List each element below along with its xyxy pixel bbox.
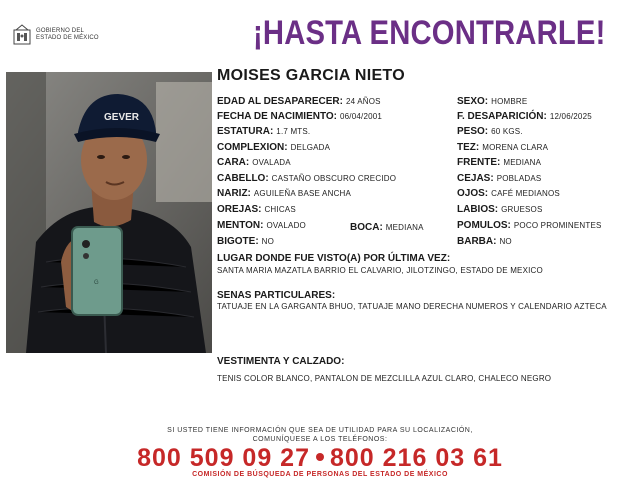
field-complexion-label: COMPLEXION:: [217, 142, 288, 153]
field-ojos: [457, 188, 560, 199]
field-cara-value: OVALADA: [252, 158, 291, 167]
field-sexo-label: SEXO:: [457, 96, 489, 107]
field-pomulos-value: POCO PROMINENTES: [513, 221, 602, 230]
logo-line-1: GOBIERNO DEL: [36, 28, 85, 34]
footer-note-line-1: SI USTED TIENE INFORMACIÓN QUE SEA DE UTILIDAD PARA SU LOCALIZACIÓN,: [167, 427, 473, 434]
field-sexo-value: HOMBRE: [491, 97, 528, 106]
field-nacimiento-label: FECHA DE NACIMIENTO:: [217, 111, 337, 122]
field-sexo: [457, 96, 527, 107]
separator-dot: [316, 453, 324, 461]
field-orejas-value: CHICAS: [264, 205, 296, 214]
field-menton-value: OVALADO: [266, 221, 306, 230]
field-frente: [457, 157, 541, 168]
headline: ¡HASTA ENCONTRARLE!: [253, 14, 606, 52]
field-cabello-value: CASTAÑO OBSCURO CRECIDO: [271, 174, 397, 183]
field-desaparicion-label: F. DESAPARICIÓN:: [457, 111, 547, 122]
field-boca: [350, 222, 424, 233]
field-cara: [217, 157, 291, 168]
field-pomulos-label: POMULOS:: [457, 220, 511, 231]
field-cara-label: CARA:: [217, 157, 250, 168]
field-bigote-label: BIGOTE:: [217, 236, 259, 247]
commission-name: COMISIÓN DE BÚSQUEDA DE PERSONAS DEL ESTADO DE MÉXICO: [192, 471, 448, 478]
field-cabello-label: CABELLO:: [217, 173, 269, 184]
clothing-title: VESTIMENTA Y CALZADO:: [217, 356, 345, 367]
field-complexion: [217, 142, 330, 153]
field-peso-label: PESO:: [457, 126, 489, 137]
field-cejas-label: CEJAS:: [457, 173, 494, 184]
field-desaparicion-value: 12/06/2025: [549, 112, 592, 121]
field-tez: [457, 142, 548, 153]
field-frente-label: FRENTE:: [457, 157, 501, 168]
person-photo: [6, 72, 212, 353]
field-nacimiento: [217, 111, 382, 122]
field-labios-value: GRUESOS: [501, 205, 543, 214]
clothing-text: TENIS COLOR BLANCO, PANTALON DE MEZCLILLA AZUL CLARO, CHALECO NEGRO: [217, 374, 552, 383]
field-barba-label: BARBA:: [457, 236, 497, 247]
marks-text: TATUAJE EN LA GARGANTA BHUO, TATUAJE MANO DERECHA NUMEROS Y CALENDARIO AZTECA: [217, 302, 607, 311]
last-seen-title: LUGAR DONDE FUE VISTO(A) POR ÚLTIMA VEZ:: [217, 253, 451, 264]
field-nacimiento-value: 06/04/2001: [340, 112, 383, 121]
field-menton: [217, 220, 306, 231]
field-edad-value: 24 AÑOS: [345, 97, 381, 106]
field-menton-label: MENTON:: [217, 220, 264, 231]
field-desaparicion: [457, 111, 592, 122]
field-nariz: [217, 188, 351, 199]
state-logo: [12, 22, 122, 48]
field-boca-label: BOCA:: [350, 222, 383, 233]
field-estatura-label: ESTATURA:: [217, 126, 274, 137]
field-complexion-value: DELGADA: [290, 143, 331, 152]
svg-text:G: G: [94, 280, 99, 286]
svg-text:GEVER: GEVER: [104, 112, 140, 123]
field-cejas-value: POBLADAS: [496, 174, 542, 183]
field-pomulos: [457, 220, 602, 231]
field-estatura: [217, 126, 310, 137]
field-labios: [457, 204, 543, 215]
field-tez-value: MORENA CLARA: [482, 143, 549, 152]
field-edad-label: EDAD AL DESAPARECER:: [217, 96, 343, 107]
field-frente-value: MEDIANA: [503, 158, 542, 167]
field-nariz-value: AGUILEÑA BASE ANCHA: [253, 189, 352, 198]
field-edad: [217, 96, 381, 107]
state-seal-icon: [12, 24, 32, 46]
field-estatura-value: 1.7 MTS.: [276, 127, 311, 136]
field-orejas-label: OREJAS:: [217, 204, 262, 215]
field-tez-label: TEZ:: [457, 142, 480, 153]
footer-note-line-2: COMUNÍQUESE A LOS TELÉFONOS:: [252, 436, 388, 443]
last-seen-text: SANTA MARIA MAZATLA BARRIO EL CALVARIO, JILOTZINGO, ESTADO DE MEXICO: [217, 266, 543, 275]
field-labios-label: LABIOS:: [457, 204, 499, 215]
logo-line-2: ESTADO DE MÉXICO: [36, 35, 99, 41]
field-peso: [457, 126, 523, 137]
field-boca-value: MEDIANA: [385, 223, 424, 232]
field-barba: [457, 236, 512, 247]
field-cabello: [217, 173, 396, 184]
phone-number-1[interactable]: 800 509 09 27: [137, 444, 310, 472]
person-name: MOISES GARCIA NIETO: [217, 67, 405, 84]
field-nariz-label: NARIZ:: [217, 188, 251, 199]
phone-number-2[interactable]: 800 216 03 61: [330, 444, 503, 472]
field-ojos-value: CAFÉ MEDIANOS: [491, 189, 560, 198]
field-bigote-value: NO: [261, 237, 275, 246]
field-barba-value: NO: [499, 237, 512, 246]
field-cejas: [457, 173, 541, 184]
field-orejas: [217, 204, 296, 215]
field-ojos-label: OJOS:: [457, 188, 489, 199]
field-peso-value: 60 KGS.: [491, 127, 523, 136]
phone-numbers: [0, 444, 640, 472]
field-bigote: [217, 236, 274, 247]
marks-title: SENAS PARTICULARES:: [217, 290, 336, 301]
